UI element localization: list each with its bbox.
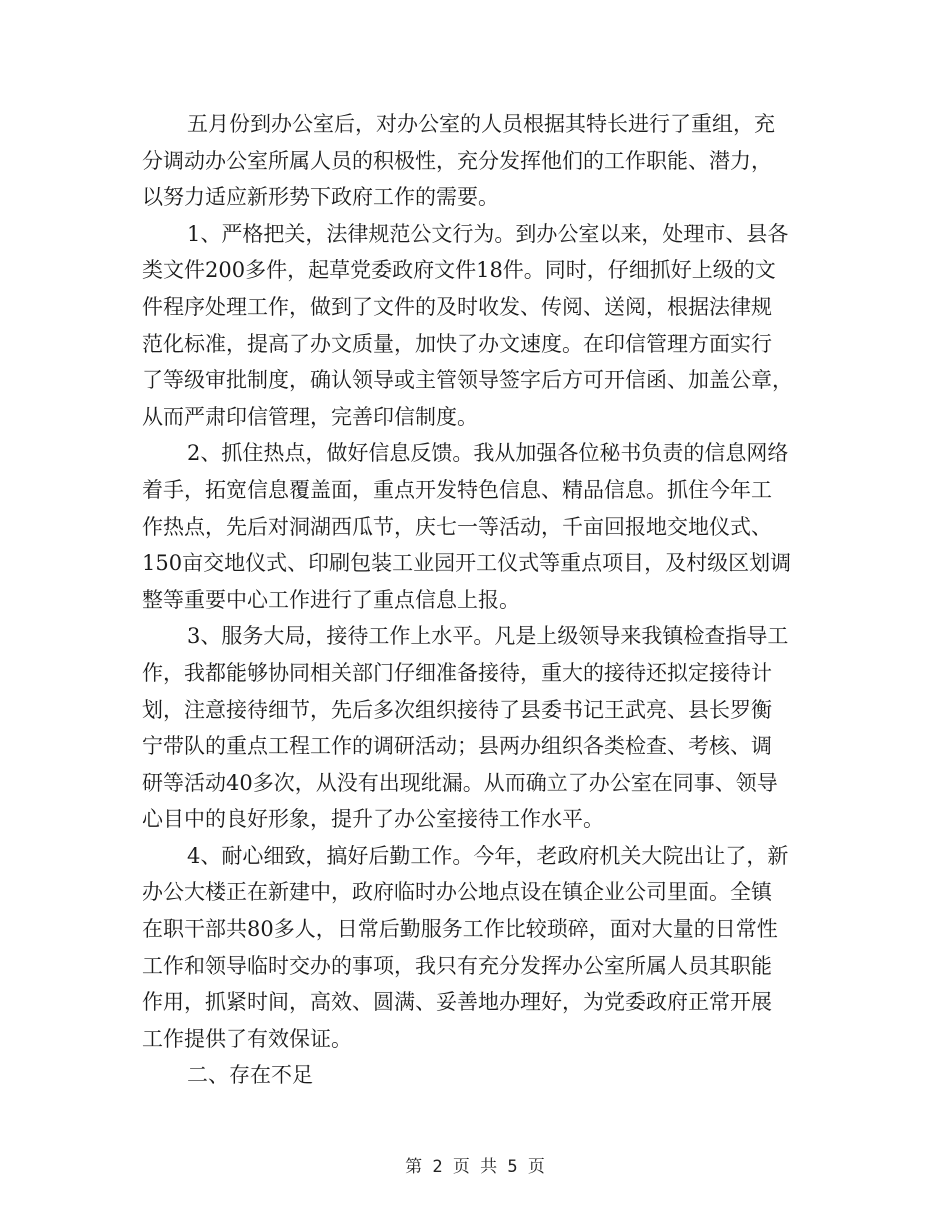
- paragraph-line: 3、服务大局，接待工作上水平。凡是上级领导来我镇检查指导工: [187, 624, 789, 649]
- paragraph-line: 分调动办公室所属人员的积极性，充分发挥他们的工作职能、潜力，: [142, 148, 772, 173]
- paragraph-line: 心目中的良好形象，提升了办公室接待工作水平。: [142, 807, 604, 832]
- paragraph-line: 1、严格把关，法律规范公文行为。到办公室以来，处理市、县各: [187, 221, 789, 246]
- page-number-footer: 第 2 页 共 5 页: [405, 1157, 545, 1177]
- paragraph-line: 办公大楼正在新建中，政府临时办公地点设在镇企业公司里面。全镇: [142, 880, 772, 905]
- paragraph-line: 研等活动40多次，从没有出现纰漏。从而确立了办公室在同事、领导: [142, 770, 778, 795]
- paragraph-line: 以努力适应新形势下政府工作的需要。: [142, 185, 499, 210]
- paragraph-line: 作用，抓紧时间，高效、圆满、妥善地办理好，为党委政府正常开展: [142, 990, 772, 1015]
- document-body: [142, 106, 810, 1094]
- paragraph-line: 划，注意接待细节，先后多次组织接待了县委书记王武亮、县长罗衡: [142, 697, 772, 722]
- paragraph-line: 着手，拓宽信息覆盖面，重点开发特色信息、精品信息。抓住今年工: [142, 477, 772, 502]
- paragraph-line: 作热点，先后对洞湖西瓜节，庆七一等活动，千亩回报地交地仪式、: [142, 514, 772, 539]
- paragraph-line: 工作提供了有效保证。: [142, 1026, 352, 1051]
- paragraph-line: 五月份到办公室后，对办公室的人员根据其特长进行了重组，充: [187, 112, 775, 136]
- paragraph-line: 从而严肃印信管理，完善印信制度。: [142, 404, 478, 429]
- paragraph-line: 类文件200多件，起草党委政府文件18件。同时，仔细抓好上级的文: [142, 258, 776, 283]
- paragraph-line: 4、耐心细致，搞好后勤工作。今年，老政府机关大院出让了，新: [187, 843, 789, 868]
- section-heading: 二、存在不足: [187, 1063, 313, 1088]
- paragraph-line: 在职干部共80多人，日常后勤服务工作比较琐碎，面对大量的日常性: [142, 917, 778, 942]
- paragraph-line: 2、抓住热点，做好信息反馈。我从加强各位秘书负责的信息网络: [187, 441, 789, 466]
- paragraph-line: 作，我都能够协同相关部门仔细准备接待，重大的接待还拟定接待计: [142, 660, 772, 685]
- paragraph-line: 整等重要中心工作进行了重点信息上报。: [142, 587, 520, 612]
- paragraph-line: 件程序处理工作，做到了文件的及时收发、传阅、送阅，根据法律规: [142, 294, 772, 319]
- paragraph-line: 150亩交地仪式、印刷包装工业园开工仪式等重点项目，及村级区划调: [142, 551, 792, 576]
- paragraph-line: 范化标准，提高了办文质量，加快了办文速度。在印信管理方面实行: [142, 331, 772, 356]
- paragraph-line: 宁带队的重点工程工作的调研活动；县两办组织各类检查、考核、调: [142, 734, 772, 759]
- paragraph-line: 工作和领导临时交办的事项，我只有充分发挥办公室所属人员其职能: [142, 953, 772, 978]
- paragraph-line: 了等级审批制度，确认领导或主管领导签字后方可开信函、加盖公章，: [142, 368, 793, 393]
